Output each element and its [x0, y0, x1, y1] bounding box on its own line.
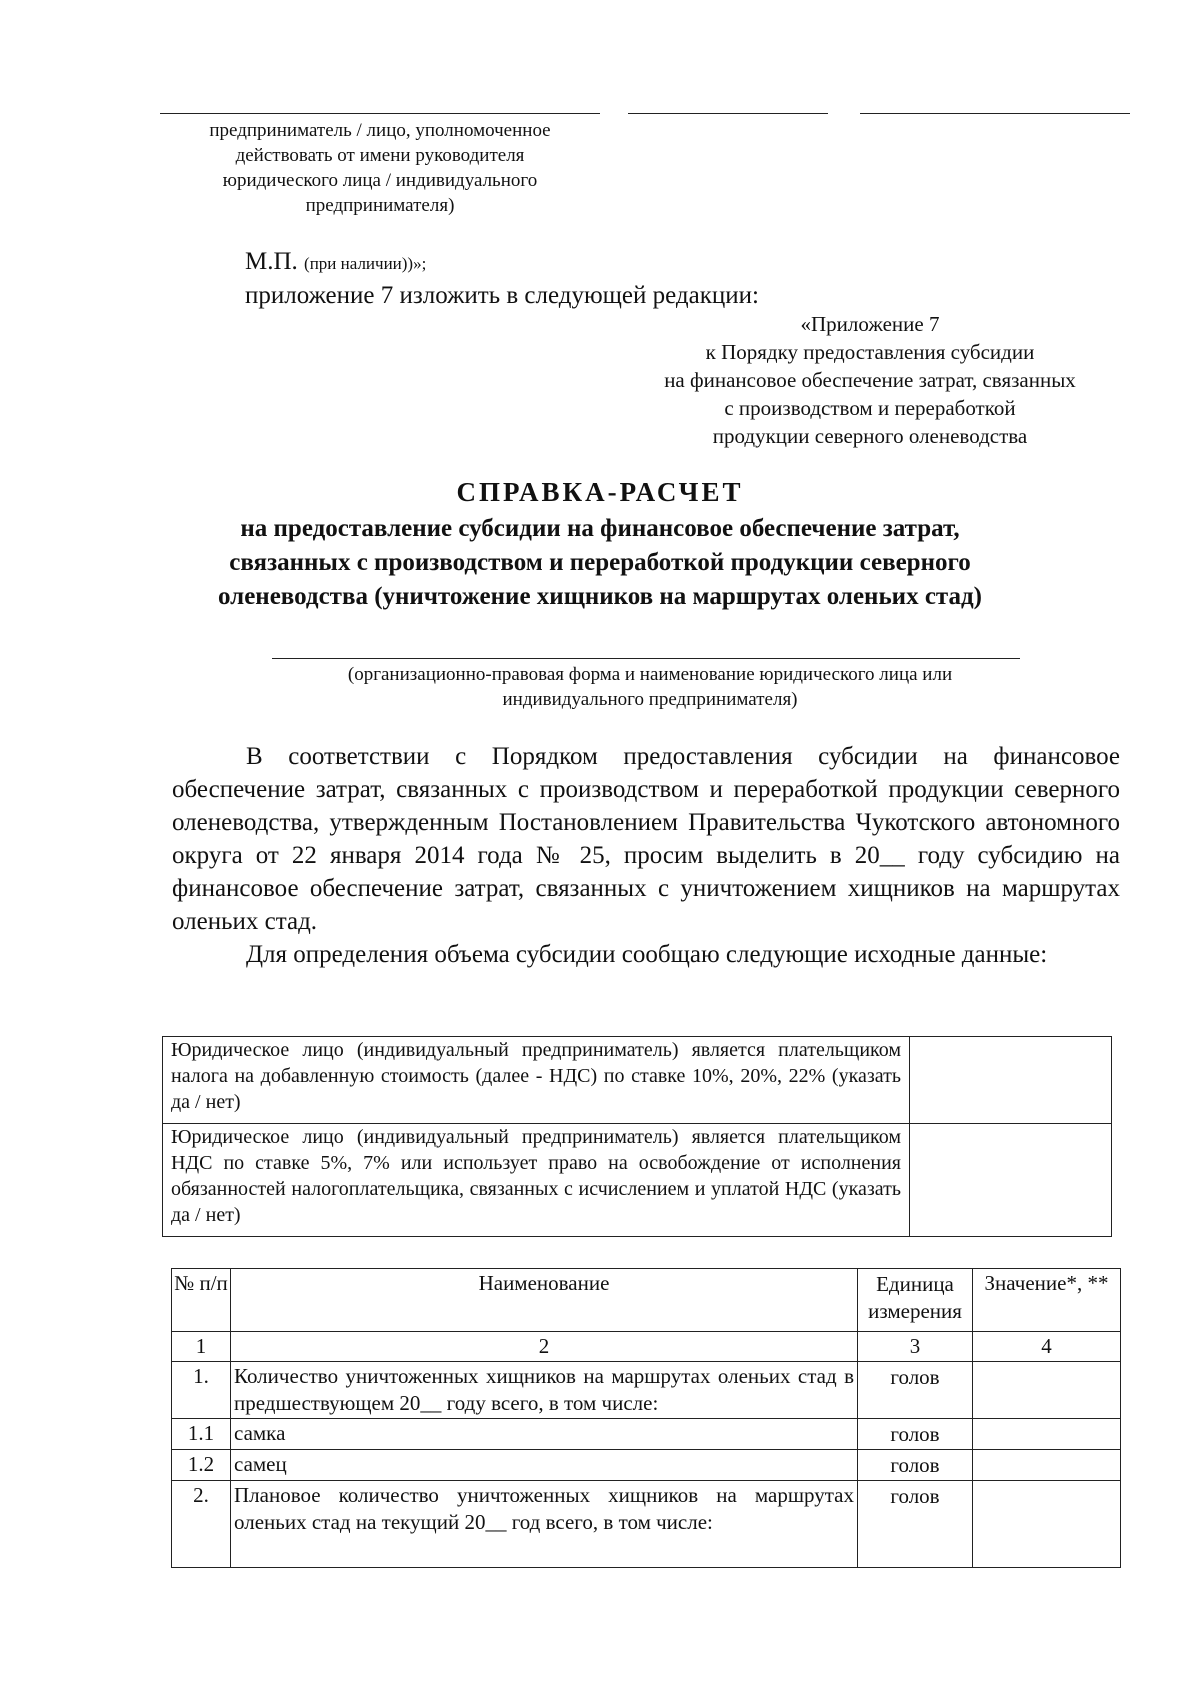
row-unit: голов — [858, 1419, 973, 1450]
annex-header-line: «Приложение 7 — [800, 312, 940, 336]
column-header-value: Значение*, ** — [973, 1269, 1121, 1332]
row-unit: голов — [858, 1450, 973, 1481]
signature-line-position — [160, 113, 600, 114]
annex-header-line: с производством и переработкой — [724, 396, 1016, 420]
signature-caption-line: предприниматель / лицо, уполномоченное — [209, 120, 551, 141]
row-number: 1. — [172, 1362, 231, 1419]
document-title: СПРАВКА-РАСЧЕТ — [456, 477, 744, 507]
row-value[interactable] — [973, 1362, 1121, 1419]
row-value[interactable] — [973, 1450, 1121, 1481]
signature-line-signature — [628, 113, 828, 114]
row-name: самка — [231, 1419, 858, 1450]
table-row — [163, 1124, 1112, 1237]
vat-answer-cell[interactable] — [910, 1037, 1112, 1124]
organization-caption — [200, 662, 1100, 712]
row-value[interactable] — [973, 1419, 1121, 1450]
row-unit: голов — [858, 1481, 973, 1568]
column-number-row — [172, 1332, 1121, 1362]
body-paragraph-request: В соответствии с Порядком предоставления субсидии на финансовое обеспечение затрат, связанных с производством и переработкой продукции северного оленеводства, утвержденным Постановлением Правительства Чукотского автономного округа от 22 января 2014 года № 25, просим выделить в 20__ году субсидию на финансовое обеспечение затрат, связанных с уничтожением хищников на маршрутах оленьих стад. — [172, 743, 1120, 935]
column-number: 4 — [973, 1332, 1121, 1362]
row-name: Количество уничтоженных хищников на маршрутах оленьих стад в предшествующем 20__ году всего, в том числе: — [231, 1362, 858, 1419]
row-unit: голов — [858, 1362, 973, 1419]
annex-header-line: на финансовое обеспечение затрат, связанных — [664, 368, 1076, 392]
table-header-row — [172, 1269, 1121, 1332]
document-subtitle-line: на предоставление субсидии на финансовое обеспечение затрат, — [240, 515, 960, 542]
column-header-name: Наименование — [231, 1269, 858, 1332]
signature-line-name — [860, 113, 1130, 114]
body-paragraph-source-data: Для определения объема субсидии сообщаю следующие исходные данные: — [246, 941, 1048, 968]
document-subtitle — [100, 512, 1100, 614]
organization-caption-line: (организационно-правовая форма и наименование юридического лица или — [347, 664, 953, 685]
calculation-table — [171, 1268, 1121, 1568]
signature-caption-line: предпринимателя) — [305, 195, 455, 216]
row-name: Плановое количество уничтоженных хищников на маршрутах оленьих стад на текущий 20__ год всего, в том числе: — [231, 1481, 858, 1568]
column-number: 1 — [172, 1332, 231, 1362]
stamp-note: (при наличии))»; — [304, 254, 427, 273]
stamp-placeholder — [245, 248, 426, 276]
vat-question-cell: Юридическое лицо (индивидуальный предприниматель) является плательщиком НДС по ставке 5%, 7% или использует право на освобождение от исполнения обязанностей налогоплательщика, связанных с исчислением и уплатой НДС (указать да / нет) — [163, 1124, 910, 1237]
table-row — [172, 1419, 1121, 1450]
column-header-number: № п/п — [172, 1269, 231, 1332]
table-row — [172, 1481, 1121, 1568]
annex-header-line: к Порядку предоставления субсидии — [705, 340, 1035, 364]
column-number: 3 — [858, 1332, 973, 1362]
amendment-intro: приложение 7 изложить в следующей редакции: — [245, 282, 759, 309]
row-value[interactable] — [973, 1481, 1121, 1568]
annex-header-line: продукции северного оленеводства — [712, 424, 1028, 448]
row-number: 1.1 — [172, 1419, 231, 1450]
row-name: самец — [231, 1450, 858, 1481]
table-row — [172, 1362, 1121, 1419]
organization-caption-line: индивидуального предпринимателя) — [502, 689, 798, 710]
row-number: 1.2 — [172, 1450, 231, 1481]
column-number: 2 — [231, 1332, 858, 1362]
signature-caption-line: действовать от имени руководителя — [235, 145, 525, 166]
annex-header — [620, 310, 1120, 450]
document-subtitle-line: связанных с производством и переработкой продукции северного — [229, 549, 971, 576]
organization-name-line — [272, 658, 1020, 659]
signature-caption — [160, 118, 600, 218]
column-header-unit: Единица измерения — [858, 1269, 973, 1332]
row-number: 2. — [172, 1481, 231, 1568]
vat-status-table — [162, 1036, 1112, 1237]
stamp-label: М.П. — [245, 248, 298, 275]
signature-caption-line: юридического лица / индивидуального — [222, 170, 538, 191]
vat-question-cell: Юридическое лицо (индивидуальный предприниматель) является плательщиком налога на добавленную стоимость (далее - НДС) по ставке 10%, 20%, 22% (указать да / нет) — [163, 1037, 910, 1124]
table-row — [172, 1450, 1121, 1481]
vat-answer-cell[interactable] — [910, 1124, 1112, 1237]
table-row — [163, 1037, 1112, 1124]
document-subtitle-line: оленеводства (уничтожение хищников на маршрутах оленьих стад) — [218, 583, 982, 610]
